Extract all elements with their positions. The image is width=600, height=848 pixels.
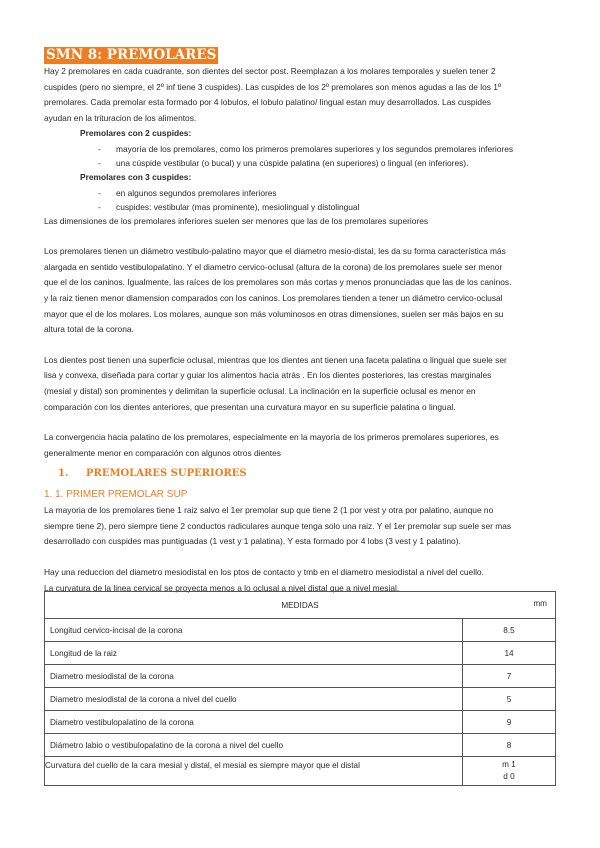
table-row — [45, 711, 556, 734]
bullet-dash: - — [98, 157, 101, 168]
row-label: Longitud cervico-incisal de la corona — [45, 619, 463, 642]
row-value-distal: d 0 — [503, 772, 515, 781]
first-premolar-paragraph: La mayoria de los premolares tiene 1 raiz salvo el 1er premolar sup que tiene 2 (1 por vest y otra por palatino, aunque no siempre tiene 2), pero siempre tiene 2 conductos radiculares aunque tenga solo una raiz. Y el 1er premolar sup suele ser mas desarrollado con cuspides mas puntiguadas (1 vest y 1 palatina). Y esta formado por 4 lobs (3 vest y 1 palatino). — [44, 505, 512, 547]
row-value: 5 — [463, 688, 556, 711]
row-label: Curvatura del cuello de la cara mesial y distal, el mesial es siempre mayor que el distal — [45, 757, 463, 786]
list-item: - una cúspide vestibular (o bucal) y una cúspide palatina (en superiores) o lingual (en inferiores). — [98, 157, 469, 168]
row-value: 8 — [463, 734, 556, 757]
section-number: 1. — [58, 468, 69, 480]
intro-paragraph — [44, 64, 556, 126]
measurements-table — [44, 591, 556, 786]
intro-line: ayudan en la trituracion de los alimentos. — [44, 112, 197, 123]
two-cusps-list — [44, 142, 556, 170]
row-label: Diámetro labio o vestibulopalatino de la corona a nivel del cuello — [45, 734, 463, 757]
group-heading-two-cusps: Premolares con 2 cuspides: — [80, 128, 192, 139]
table-header-row — [45, 592, 556, 619]
row-value: 14 — [463, 642, 556, 665]
reduction-paragraph: Hay una reduccion del diametro mesiodistal en los ptos de contacto y tmb en el diametro mesiodistal a nivel del cuello. La curvatura de la linea cervical se proyecta menos a lo oclusal a nivel distal que a nivel mesial. — [44, 567, 484, 593]
list-item: - en algunos segundos premolares inferiores — [98, 187, 277, 198]
section-heading — [58, 468, 556, 479]
table-row — [45, 734, 556, 757]
occlusal-paragraph: Los dientes post tienen una superficie oclusal, mientras que los dientes ant tienen una faceta palatina o lingual que suele ser lisa y convexa, diseñada para cortar y guiar los alimentos hacia atrás . En los dientes posteriores, las crestas marginales (mesial y distal) son prominentes y delimitan la superficie oclusal. La inclinación en la superficie oclusal es menor en comparación con los dientes anteriores, que presentan una curvatura mayor en su superficie palatina o lingual. — [44, 354, 507, 412]
table-row — [45, 665, 556, 688]
table-header-title: MEDIDAS — [281, 600, 319, 610]
page-title: SMN 8: PREMOLARES — [46, 47, 217, 63]
row-value: 7 — [463, 665, 556, 688]
diameters-paragraph: Los premolares tienen un diámetro vestibulo-palatino mayor que el diametro mesio-distal, les da su forma característica más alargada en sentido vestibulopalatino. Y el diametro cervico-oclusal (altura de la corona) de los premolares suele ser menor que el de los caninos. Igualmente, las raíces de los premolares son más cortas y menos pronunciadas que las de los caninos. y la raiz tienen menor diamension comparados con los caninos. Los premolares tienden a tener un diámetro cervico-oclusal mayor que el de los molares. Los molares, aunque son más voluminosos en otras dimensiones, suelen ser más bajos en su altura total de la corona. — [44, 246, 512, 335]
bullet-dash: - — [98, 201, 101, 212]
row-value: 9 — [463, 711, 556, 734]
list-item: - cuspides: vestibular (mas prominente), mesiolingual y distolingual — [98, 201, 360, 212]
row-label: Diametro mesiodistal de la corona — [45, 665, 463, 688]
intro-line: Hay 2 premolares en cada cuadrante, son dientes del sector post. Reemplazan a los molares temporales y suelen tener 2 — [44, 66, 496, 76]
row-value: 8.5 — [463, 619, 556, 642]
table-header-unit: mm — [533, 599, 547, 608]
row-label: Diametro vestibulopalatino de la corona — [45, 711, 463, 734]
row-value-mesial: m 1 — [502, 760, 516, 769]
three-cusps-list — [44, 186, 556, 214]
bullet-dash: - — [98, 187, 101, 198]
table-row — [45, 688, 556, 711]
list-item: - mayoría de los premolares, como los primeros premolares superiores y los segundos premolares inferiores — [98, 143, 514, 154]
intro-line: cuspides (pero no siempre, el 2º inf tiene 3 cuspides). Las cuspides de los 2º premolares son menos agudas a las de los 1º — [44, 81, 502, 92]
table-row — [45, 757, 556, 786]
dimensions-note: Las dimensiones de los premolares inferiores suelen ser menores que las de los premolares superiores — [44, 215, 429, 226]
subsection-heading: 1. 1. PRIMER PREMOLAR SUP — [44, 489, 188, 501]
row-label: Diametro mesiodistal de la corona a nivel del cuello — [45, 688, 463, 711]
bullet-dash: - — [98, 143, 101, 154]
document-page — [44, 46, 556, 596]
table-row — [45, 619, 556, 642]
section-title: PREMOLARES SUPERIORES — [86, 468, 247, 480]
table-row — [45, 642, 556, 665]
group-heading-three-cusps: Premolares con 3 cuspides: — [80, 171, 192, 182]
convergence-paragraph: La convergencia hacia palatino de los premolares, especialmente en la mayoría de los primeros premolares superiores, es generalmente menor en comparación con algunos otros dientes — [44, 432, 499, 458]
row-label: Longitud de la raiz — [45, 642, 463, 665]
table-header — [45, 592, 556, 619]
intro-line: premolares. Cada premolar esta formado por 4 lobulos, el lobulo palatino/ lingual estan muy desarrollados. Las cuspides — [44, 97, 491, 108]
row-value — [463, 757, 556, 786]
